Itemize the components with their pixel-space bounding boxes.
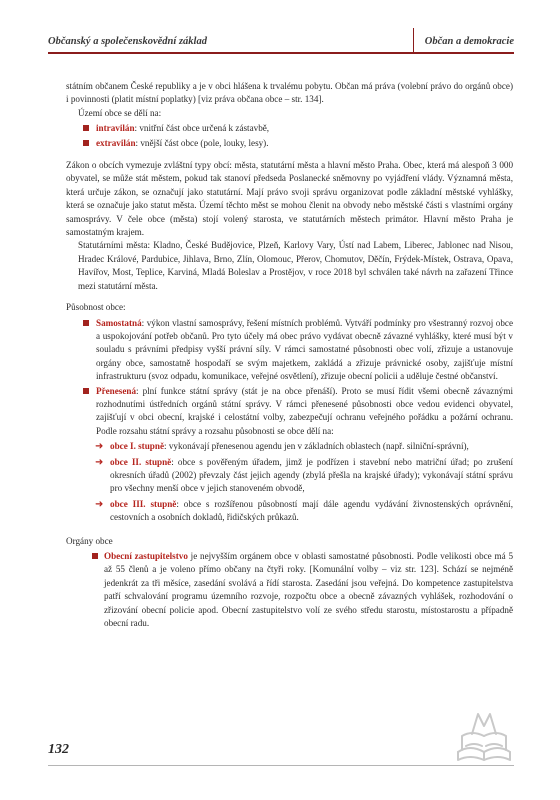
arrow-right-icon: ➜	[95, 498, 104, 510]
square-bullet-icon	[83, 140, 89, 146]
territory-item-text: : vnitřní část obce určená k zástavbě,	[134, 123, 270, 134]
level-text: : obce s pověřeným úřadem, jimž je podřízen i stavební nebo matriční úřad; po zrušení okresních úřadů (2002) převzaly část jejich agendy (zbylá přešla na krajské úřady); vykonávají státní správu pro všechny menší obce v jejich stanoveném obvodě,	[110, 456, 513, 494]
open-book-logo-icon	[448, 700, 520, 772]
territory-item-extravilan	[96, 137, 513, 150]
paragraph-town-types: Zákon o obcích vymezuje zvláštní typy obcí: města, statutární města a hlavní město Praha. Obec, která má alespoň 3 000 obyvatel, se může stát městem, pokud tak stanoví předseda Poslanecké sněmovny po vyjádření vlády. Významná města, která určuje zákon, se označují jako statutární. Mají právo svoji správu organizovat podle základní městské vyhlášky, která se označuje jako statut města. Území těchto měst se mohou členit na obvody nebo městské části s vlastními orgány samosprávy. V čele obce (města) stojí volený starosta, ve statutárních městech primátor. Hlavní město Praha je samostatným krajem.	[66, 160, 513, 238]
paragraph-statutory-cities: Statutárními města: Kladno, České Budějovice, Plzeň, Karlovy Vary, Ústí nad Labem, Liberec, Jablonec nad Nisou, Hradec Králové, Pardubice, Jihlava, Brno, Zlín, Olomouc, Přerov, Chomutov, Děčín, Frýdek-Místek, Ostrava, Opava, Havířov, Most, Teplice, Karviná, Mladá Boleslav a Prostějov, v roce 2018 byl schválen také návrh na zařazení Třince mezi statutární města.	[78, 240, 513, 291]
page-body	[66, 80, 513, 632]
territory-list	[66, 122, 513, 150]
competence-title: Působnost obce:	[66, 302, 126, 313]
term-level-2: obce II. stupně	[110, 456, 172, 467]
square-bullet-icon	[83, 388, 89, 394]
term-level-3: obce III. stupně	[110, 498, 177, 509]
header-chapter-title: Občan a demokracie	[424, 36, 514, 47]
competence-delegated-text: : plní funkce státní správy (stát je na obce přenáší). Proto se musí řídit všemi obecně závaznými rozhodnutími ústředních orgánů státní správy. V rámci přenesené působnosti obce vedou evidenci obyvatel, zajišťují v obci obecní, krajské i celostátní volby, zabezpečují ochranu veřejného pořádku a požární ochranu. Podle rozsahu státní správy a rozsahu působnosti se obce dělí na:	[96, 385, 513, 436]
paragraph-residency: státním občanem České republiky a je v obci hlášena k trvalému pobytu. Občan má práva (volební právo do orgánů obce) i povinnosti (platit místní poplatky) [viz práva občana obce – str. 134].	[66, 81, 513, 105]
territory-intro: Území obce se dělí na:	[78, 107, 162, 118]
territory-item-intravilan	[96, 122, 513, 135]
square-bullet-icon	[83, 125, 89, 131]
term-samostatna: Samostatná	[96, 317, 142, 328]
header-book-title: Občanský a společenskovědní základ	[48, 36, 207, 47]
term-prenesena: Přenesená	[96, 385, 137, 396]
running-header	[48, 36, 514, 54]
organs-list	[66, 550, 513, 630]
territory-item-text: : vnější část obce (pole, louky, lesy).	[135, 137, 269, 148]
level-text: : obce s rozšířenou působností mají dále agendu vydávání živnostenských oprávnění, cestovních a osobních dokladů, řidičských průkazů.	[110, 498, 513, 523]
level-item-2	[95, 456, 513, 496]
term-intravilan: intravilán	[96, 123, 135, 134]
level-item-3	[95, 498, 513, 525]
organ-item-council	[104, 550, 513, 630]
arrow-right-icon: ➜	[95, 441, 104, 453]
arrow-right-icon: ➜	[95, 456, 104, 468]
header-separator	[413, 28, 415, 54]
square-bullet-icon	[83, 320, 89, 326]
square-bullet-icon	[92, 553, 98, 559]
competence-list	[66, 317, 513, 525]
term-extravilan: extravilán	[96, 137, 136, 148]
municipality-level-list	[96, 440, 513, 524]
level-item-1	[95, 440, 513, 453]
level-text: : vykonávají přenesenou agendu jen v základních oblastech (např. silniční-správní),	[164, 441, 469, 452]
competence-delegated	[96, 385, 513, 525]
competence-self-text: : výkon vlastní samosprávy, řešení místních problémů. Vytváří podmínky pro všestranný rozvoj obce a uspokojování potřeb občanů. Pro tyto účely má obec právo vydávat obecně závazné vyhlášky, které musí být v souladu s právními předpisy vyšší právní síly. V rámci samostatné působnosti obec volí, zřizuje a ustanovuje orgány obce, samostatně hospodaří se svým majetkem, zakládá a zřizuje právnické osoby, zajišťuje místní infrastrukturu (svoz odpadu, komunikace, veřejné osvětlení), zřizuje obecní policii a uděluje čestné občanství.	[96, 317, 513, 382]
term-obecni-zastupitelstvo: Obecní zastupitelstvo	[104, 551, 188, 561]
organs-title: Orgány obce	[66, 535, 113, 546]
footer-rule	[48, 765, 514, 766]
term-level-1: obce I. stupně	[110, 441, 164, 452]
header-rule	[48, 52, 514, 54]
organ-text: je nejvyšším orgánem obce v oblasti samostatné působnosti. Podle velikosti obce má 5 až 55 členů a je voleno přímo občany na čtyři roky. [Komunální volby – viz str. 123]. Schází se nejméně jedenkrát za tři měsíce, zasedání svolává a řídí starosta. Zasedání jsou veřejná. Do kompetence zastupitelstva patří schvalování programu územního rozvoje, rozpočtu obce a obecně závazných vyhlášek, rozhodování o zřizování obecní policie apod. Obecní zastupitelstvo volí ze svého středu starostu, místostarostu a případně obecní radu.	[104, 551, 514, 629]
competence-self	[96, 317, 513, 384]
page-number: 132	[48, 742, 69, 757]
